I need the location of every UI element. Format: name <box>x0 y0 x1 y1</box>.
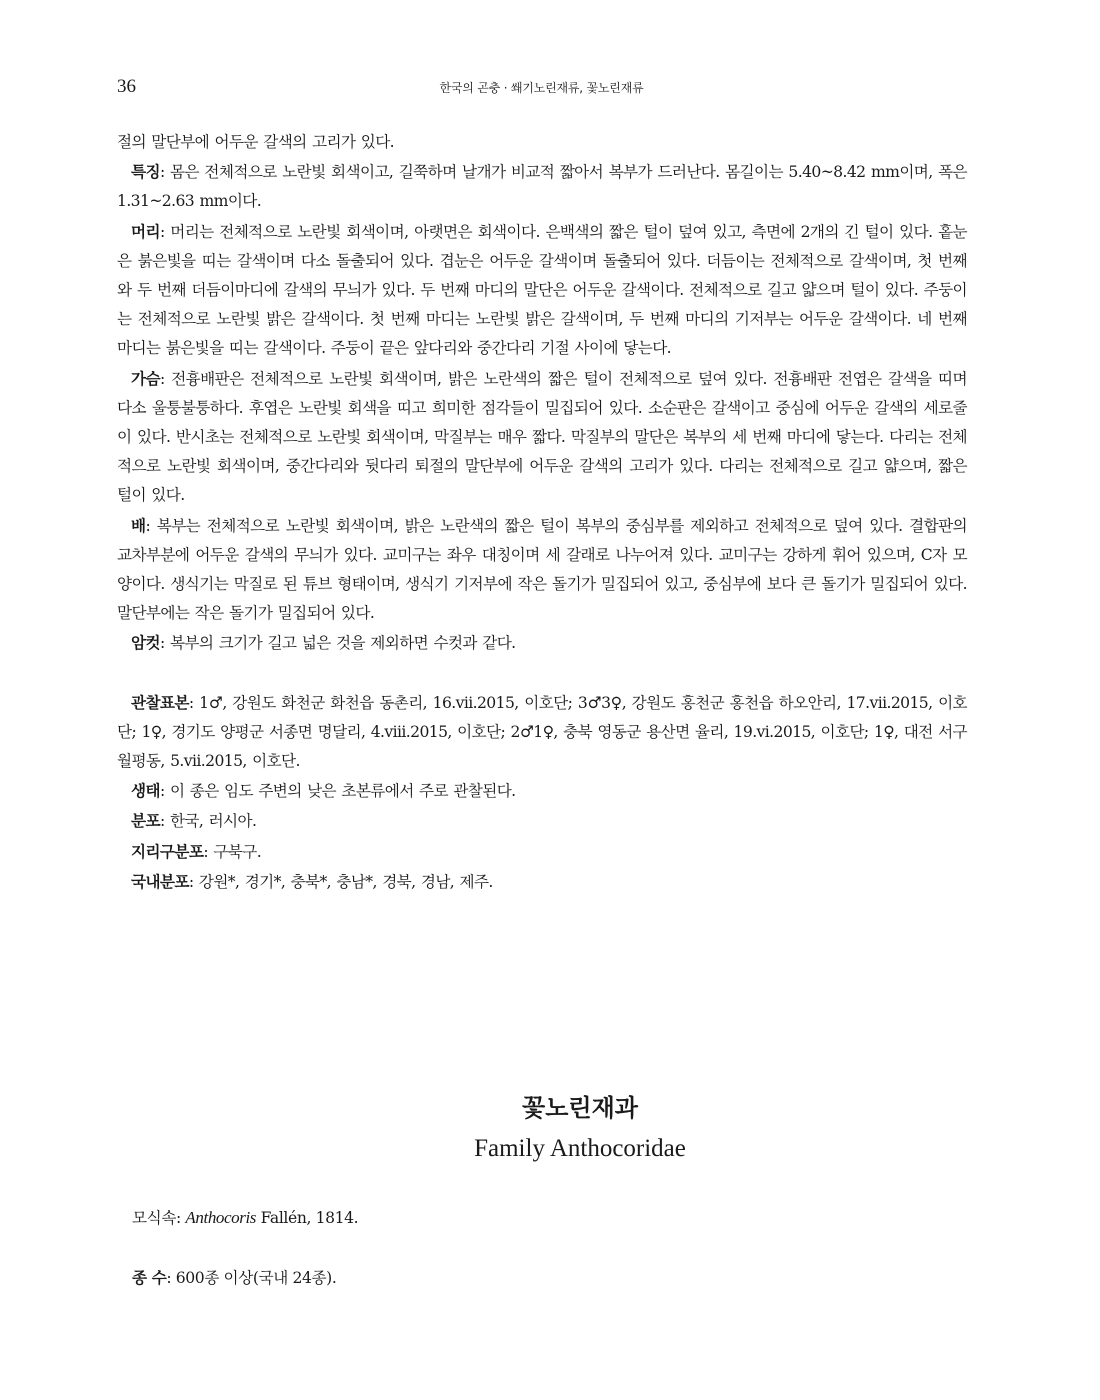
page-number: 36 <box>117 76 136 97</box>
paragraph-geo <box>117 837 967 867</box>
type-genus-author: Fallén, 1814. <box>256 1209 359 1227</box>
female-label: 암컷 <box>131 633 160 653</box>
specimens-label: 관찰표본 <box>131 692 189 712</box>
thorax-label: 가슴 <box>131 368 160 388</box>
paragraph-gap <box>117 659 967 688</box>
distribution-label: 분포 <box>131 811 160 831</box>
head-label: 머리 <box>131 221 160 241</box>
abdomen-text: : 복부는 전체적으로 노란빛 회색이며, 밝은 노란색의 짧은 털이 복부의 중심부를 제외하고 전체적으로 덮여 있다. 결합판의 교차부분에 어두운 갈색의 무늬가 있다. 교미구는 좌우 대칭이며 세 갈래로 나누어져 있다. 교미구는 강하게 휘어 있으며, C자 모양이다. 생식기는 막질로 된 튜브 형태이며, 생식기 기저부에 작은 돌기가 밀집되어 있고, 중심부에 보다 큰 돌기가 밀집되어 있다. 말단부에는 작은 돌기가 밀집되어 있다. <box>117 516 967 623</box>
thorax-text: : 전흉배판은 전체적으로 노란빛 회색이며, 밝은 노란색의 짧은 털이 전체적으로 덮여 있다. 전흉배판 전엽은 갈색을 띠며 다소 울퉁불퉁하다. 후엽은 노란빛 회색을 띠고 희미한 점각들이 밀집되어 있다. 소순판은 갈색이고 중심에 어두운 갈색의 세로줄이 있다. 반시초는 전체적으로 노란빛 회색이며, 막질부는 매우 짧다. 막질부의 말단은 복부의 세 번째 마디에 닿는다. 다리는 전체적으로 노란빛 회색이며, 중간다리와 뒷다리 퇴절의 말단부에 어두운 갈색의 고리가 있다. 다리는 전체적으로 길고 얇으며, 짧은 털이 있다. <box>117 369 967 505</box>
features-text: : 몸은 전체적으로 노란빛 회색이고, 길쭉하며 날개가 비교적 짧아서 복부가 드러난다. 몸길이는 5.40~8.42 mm이며, 폭은 1.31~2.63 mm이다. <box>117 163 967 211</box>
specimens-text: : 1♂, 강원도 화천군 화천읍 동촌리, 16.vii.2015, 이호단; 3♂3♀, 강원도 홍천군 홍천읍 하오안리, 17.vii.2015, 이호단; 1♀, 경기도 양평군 서종면 명달리, 4.viii.2015, 이호단; 2♂1♀, 충북 영동군 용산면 율리, 19.vi.2015, 이호단; 1♀, 대전 서구 월평동, 5.vii.2015, 이호단. <box>117 693 967 771</box>
species-count-value: : 600종 이상(국내 24종). <box>166 1269 337 1287</box>
page-header <box>117 76 966 100</box>
family-title-korean: 꽃노린재과 <box>522 1093 638 1122</box>
paragraph-specimens <box>117 688 967 777</box>
paragraph-ecology <box>117 776 967 806</box>
type-genus-name: Anthocoris <box>185 1208 257 1227</box>
domestic-text: : 강원*, 경기*, 충북*, 충남*, 경북, 경남, 제주. <box>188 872 493 891</box>
body-text <box>117 128 967 897</box>
head-text: : 머리는 전체적으로 노란빛 회색이며, 아랫면은 회색이다. 은백색의 짧은 털이 덮여 있고, 측면에 2개의 긴 털이 있다. 홑눈은 붉은빛을 띠는 갈색이며 다소 돌출되어 있다. 겹눈은 어두운 갈색이며 돌출되어 있다. 더듬이는 전체적으로 갈색이며, 첫 번째와 두 번째 더듬이마디에 갈색의 무늬가 있다. 두 번째 마디의 말단은 어두운 갈색이다. 전체적으로 길고 얇으며 털이 있다. 주둥이는 전체적으로 노란빛 밝은 갈색이다. 첫 번째 마디는 노란빛 밝은 갈색이며, 두 번째 마디의 기저부는 어두운 갈색이다. 네 번째 마디는 붉은빛을 띠는 갈색이다. 주둥이 끝은 앞다리와 중간다리 기절 사이에 닿는다. <box>117 222 967 358</box>
paragraph-thorax <box>117 364 967 511</box>
geo-label: 지리구분포 <box>131 841 204 861</box>
abdomen-label: 배 <box>131 515 146 535</box>
ecology-text: : 이 종은 임도 주변의 낮은 초본류에서 주로 관찰된다. <box>159 782 516 801</box>
paragraph-features <box>117 157 967 216</box>
features-label: 특징 <box>131 162 160 182</box>
family-title-latin: Family Anthocoridae <box>474 1135 686 1162</box>
type-genus-line <box>132 1206 358 1228</box>
geo-text: : 구북구. <box>203 842 262 861</box>
running-title: 한국의 곤충 · 쐐기노린재류, 꽃노린재류 <box>439 81 644 95</box>
paragraph-continuation: 절의 말단부에 어두운 갈색의 고리가 있다. <box>117 133 395 151</box>
family-heading <box>0 1092 1100 1166</box>
ecology-label: 생태 <box>131 781 160 801</box>
paragraph-abdomen <box>117 511 967 629</box>
paragraph-domestic <box>117 867 967 897</box>
paragraph-distribution <box>117 806 967 836</box>
female-text: : 복부의 크기가 길고 넓은 것을 제외하면 수컷과 같다. <box>159 634 516 653</box>
type-genus-label: 모식속: <box>132 1209 186 1227</box>
species-count-line <box>132 1266 336 1288</box>
paragraph-head <box>117 217 967 364</box>
distribution-text: : 한국, 러시아. <box>159 812 257 831</box>
domestic-label: 국내분포 <box>131 871 189 891</box>
paragraph-female <box>117 628 967 658</box>
species-count-label: 종 수 <box>132 1268 167 1287</box>
